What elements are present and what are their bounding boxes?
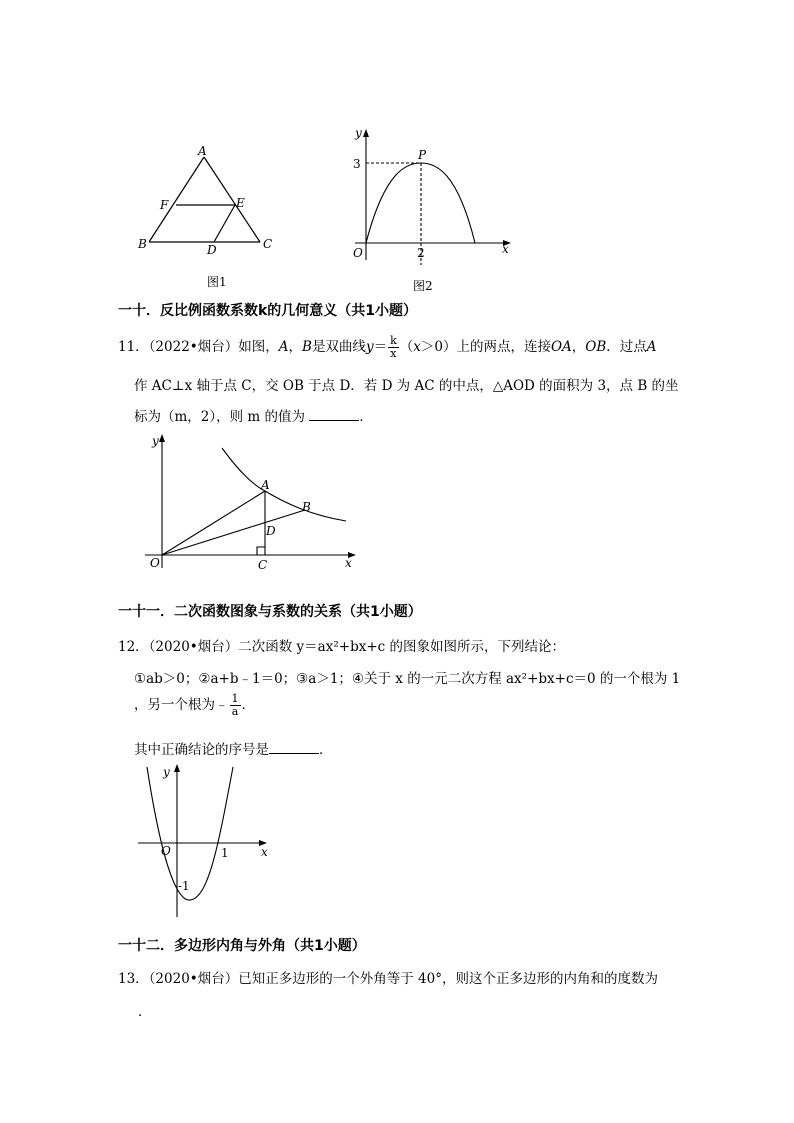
problem-12-source: （2020•烟台） [148,639,239,655]
text: ＞0）上的两点，连接 [420,339,551,355]
y-axis-arrow [159,434,165,442]
label-o: O [161,844,171,858]
problem-12-line-3 [134,693,255,718]
text: 其中正确结论的序号是 [134,742,269,758]
label-x: x [502,242,509,256]
segment-ob [162,510,305,555]
label-x: x [261,845,268,859]
problem-12-number: 12． [118,639,149,655]
problem-11-line-2: 作 AC⊥x 轴于点 C，交 OB 于点 D．若 D 为 AC 的中点，△AOD 的面积为 3，点 B 的坐 [134,378,679,394]
label-f: F [160,198,169,212]
section-title-12: 一十二．多边形内角与外角（共1小题） [118,938,366,954]
parabola-curve [147,767,233,900]
var-ob: OB [585,339,607,355]
label-p: P [418,148,427,162]
text: 已知正多边形的一个外角等于 40°，则这个正多边形的内角和的度数为 [238,971,658,987]
text: 二次函数 y＝ax²+bx+c 的图象如图所示，下列结论： [238,639,565,655]
hyperbola-curve [222,448,346,521]
label-y: y [355,126,362,140]
segment-oa [162,491,265,555]
text: ． [319,742,333,758]
section-title-11: 一十一．二次函数图象与系数的关系（共1小题） [118,604,422,620]
answer-blank[interactable] [309,406,359,421]
problem-11-source: （2022•烟台） [148,339,239,355]
var-a: A [278,339,289,355]
tick-label-minus-1: -1 [178,879,190,893]
section-title-10: 一十．反比例函数系数k的几何意义（共1小题） [118,303,418,319]
label-x: x [345,556,352,570]
var-y: y [365,339,374,355]
problem-12-line-2: ①ab＞0；②a+b﹣1＝0；③a＞1；④关于 x 的一元二次方程 ax²+bx+c＝0 的一个根为 1 [134,671,681,687]
label-b: B [138,237,147,251]
tick-label-1: 1 [221,846,229,860]
label-y: y [163,765,170,779]
problem-11-line-3 [134,405,373,425]
label-y: y [152,434,159,448]
figure-11-hyperbola [140,428,365,573]
text: ． [359,409,373,425]
text: （ [399,339,414,355]
right-angle-mark [257,547,265,555]
problem-13-line-2: ． [138,1004,152,1020]
tick-label-3: 3 [353,157,361,171]
var-x: x [413,339,421,355]
label-a: A [261,478,270,492]
segment-ed [214,205,235,242]
segment-ac [204,157,260,242]
problem-12-line-4 [134,738,333,758]
tick-label-2: 2 [417,246,425,260]
problem-13-number: 13． [118,971,149,987]
figure-12-parabola [133,762,278,922]
fraction-k-over-x [388,335,399,360]
var-oa: OA [550,339,572,355]
figure-1-caption: 图1 [207,275,227,289]
text: ， [571,339,586,355]
text: ，另一个根为﹣ [134,697,229,713]
var-b: B [302,339,312,355]
problem-12-line-1 [118,635,565,655]
text: ， [288,339,303,355]
label-c: C [263,237,273,251]
problem-11-line-1 [118,335,657,360]
label-o: O [150,556,160,570]
answer-blank[interactable] [269,739,319,754]
figure-1-triangle [130,140,280,265]
label-a: A [198,144,207,158]
text: ．过点 [606,339,647,355]
problem-11-number: 11． [118,339,149,355]
label-d: D [207,243,217,257]
fraction-numerator: 1 [231,692,239,705]
label-d: D [266,524,276,538]
label-c: C [258,558,268,572]
label-b: B [302,500,311,514]
problem-13-line-1 [118,967,658,987]
figure-2-parabola [345,125,520,265]
text: 是双曲线 [311,339,366,355]
y-axis-arrow [174,764,180,772]
problem-13-source: （2020•烟台） [148,971,239,987]
fraction-denominator: a [231,705,239,718]
y-axis-arrow [363,129,369,137]
figure-2-caption: 图2 [413,279,433,293]
var-a: A [646,339,657,355]
text: ＝ [373,339,388,355]
text: ． [241,697,255,713]
label-e: E [236,196,245,210]
fraction-1-over-a [230,693,241,718]
text: 如图， [238,339,279,355]
label-o: O [353,246,363,260]
fraction-numerator: k [390,334,397,347]
fraction-denominator: x [390,347,397,360]
text: 标为（m，2），则 m 的值为 [134,409,306,425]
segment-ab [149,157,204,242]
